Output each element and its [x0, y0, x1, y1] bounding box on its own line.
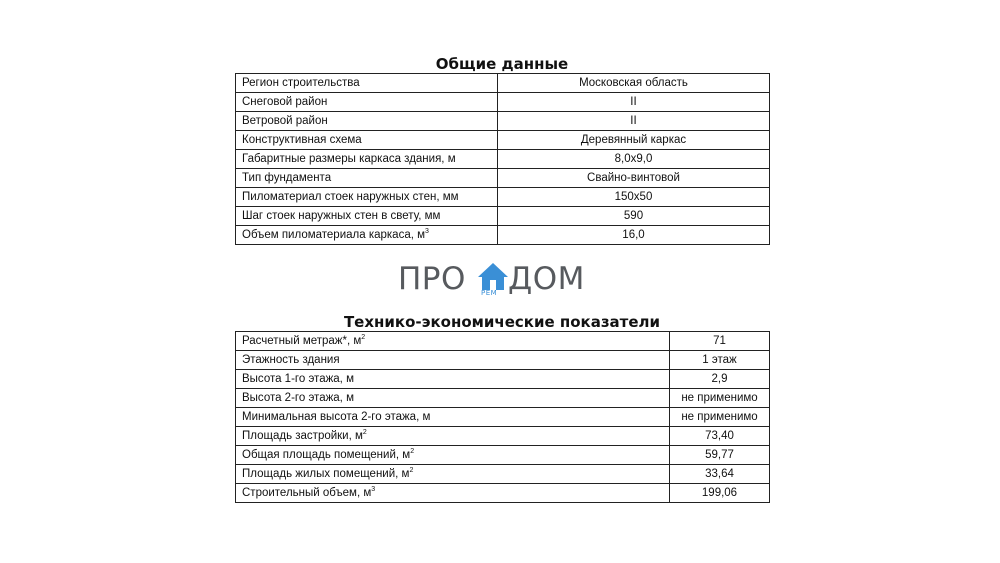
- row-label-text: Расчетный метраж*, м: [242, 335, 362, 347]
- logo-text-left: ПРО: [398, 261, 466, 297]
- table-row: [236, 93, 770, 112]
- table-row: [236, 131, 770, 150]
- row-label: [236, 408, 670, 427]
- row-label: [236, 207, 498, 226]
- unit-superscript: 2: [362, 429, 367, 437]
- general-data-table: [235, 73, 770, 245]
- prodom-logo: [398, 258, 602, 300]
- table-row: [236, 226, 770, 245]
- row-label-text: Высота 1-го этажа, м: [242, 373, 354, 385]
- unit-superscript: 2: [409, 467, 414, 475]
- table-row: [236, 169, 770, 188]
- row-value: Московская область: [498, 74, 770, 93]
- table-row: [236, 408, 770, 427]
- row-value: 2,9: [670, 370, 770, 389]
- table-row: [236, 484, 770, 503]
- table-row: [236, 332, 770, 351]
- row-label: [236, 446, 670, 465]
- row-label-text: Снеговой район: [242, 96, 328, 108]
- row-label: [236, 112, 498, 131]
- unit-superscript: 2: [361, 334, 366, 342]
- row-label-text: Этажность здания: [242, 354, 340, 366]
- table-row: [236, 150, 770, 169]
- row-label-text: Габаритные размеры каркаса здания, м: [242, 153, 456, 165]
- row-value: 8,0х9,0: [498, 150, 770, 169]
- row-label-text: Высота 2-го этажа, м: [242, 392, 354, 404]
- row-value: 590: [498, 207, 770, 226]
- row-value: 1 этаж: [670, 351, 770, 370]
- row-label: [236, 226, 498, 245]
- row-label: [236, 351, 670, 370]
- row-label: [236, 484, 670, 503]
- row-label: [236, 74, 498, 93]
- row-label-text: Объем пиломатериала каркаса, м: [242, 229, 426, 241]
- row-label-text: Минимальная высота 2-го этажа, м: [242, 411, 431, 423]
- row-value: 199,06: [670, 484, 770, 503]
- table-row: [236, 446, 770, 465]
- table-row: [236, 351, 770, 370]
- row-label: [236, 465, 670, 484]
- row-label: [236, 93, 498, 112]
- row-value: 73,40: [670, 427, 770, 446]
- logo-text-right: ДОМ: [508, 261, 585, 297]
- row-label-text: Площадь застройки, м: [242, 430, 363, 442]
- row-value: II: [498, 93, 770, 112]
- logo-subtext: РЕМ: [481, 289, 498, 297]
- unit-superscript: 2: [410, 448, 415, 456]
- row-value: не применимо: [670, 408, 770, 427]
- row-label-text: Конструктивная схема: [242, 134, 362, 146]
- table-row: [236, 370, 770, 389]
- row-value: 150х50: [498, 188, 770, 207]
- row-label-text: Тип фундамента: [242, 172, 332, 184]
- row-value: II: [498, 112, 770, 131]
- row-label-text: Строительный объем, м: [242, 487, 372, 499]
- indicators-table: [235, 331, 770, 503]
- row-label: [236, 427, 670, 446]
- row-label: [236, 389, 670, 408]
- row-label: [236, 131, 498, 150]
- table-row: [236, 74, 770, 93]
- row-label-text: Шаг стоек наружных стен в свету, мм: [242, 210, 441, 222]
- table-row: [236, 188, 770, 207]
- unit-superscript: 3: [425, 228, 429, 236]
- row-label-text: Регион строительства: [242, 77, 360, 89]
- row-value: 33,64: [670, 465, 770, 484]
- row-value: 71: [670, 332, 770, 351]
- row-value: не применимо: [670, 389, 770, 408]
- row-label: [236, 188, 498, 207]
- row-label-text: Пиломатериал стоек наружных стен, мм: [242, 191, 459, 203]
- row-label: [236, 332, 670, 351]
- table-row: [236, 207, 770, 226]
- table-row: [236, 389, 770, 408]
- row-label: [236, 169, 498, 188]
- table-row: [236, 427, 770, 446]
- indicators-title: Технико-экономические показатели: [343, 313, 661, 331]
- unit-superscript: 3: [371, 486, 376, 494]
- general-data-title: Общие данные: [435, 55, 569, 73]
- row-value: 16,0: [498, 226, 770, 245]
- row-value: 59,77: [670, 446, 770, 465]
- row-label-text: Общая площадь помещений, м: [242, 449, 411, 461]
- row-label-text: Ветровой район: [242, 115, 328, 127]
- table-row: [236, 465, 770, 484]
- row-label-text: Площадь жилых помещений, м: [242, 468, 410, 480]
- row-value: Деревянный каркас: [498, 131, 770, 150]
- row-label: [236, 370, 670, 389]
- row-label: [236, 150, 498, 169]
- table-row: [236, 112, 770, 131]
- row-value: Свайно-винтовой: [498, 169, 770, 188]
